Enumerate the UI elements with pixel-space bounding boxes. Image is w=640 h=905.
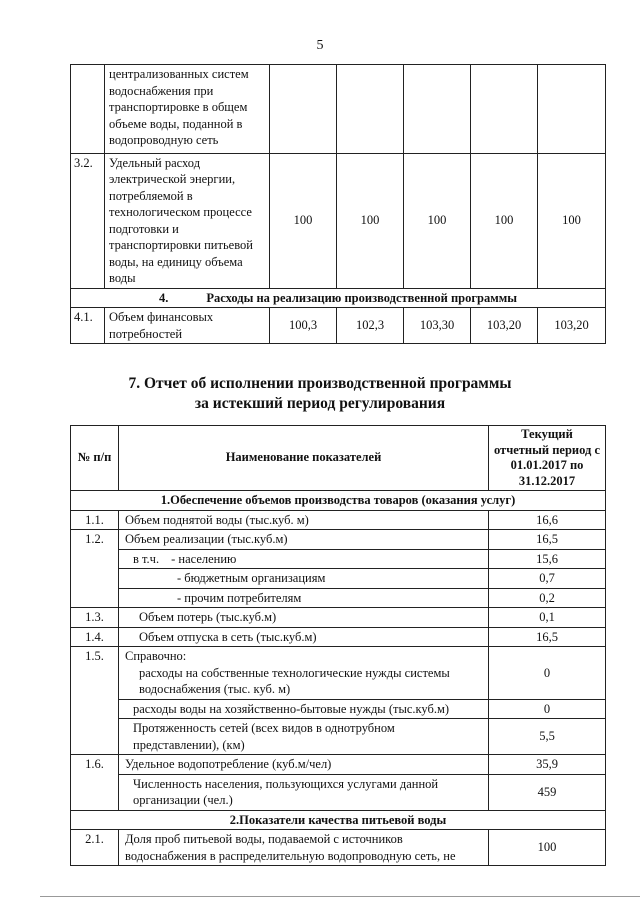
value-cell: 459 [489, 774, 606, 810]
indicator-name: Объем поднятой воды (тыс.куб. м) [119, 510, 489, 530]
value-cell [337, 65, 404, 154]
scan-edge [40, 896, 640, 897]
value-cell: 0,1 [489, 608, 606, 628]
reference-label: Справочно: [125, 649, 187, 663]
row-number: 2.1. [71, 830, 119, 866]
table-row [71, 774, 606, 810]
header-num: № п/п [71, 426, 119, 491]
row-number: 1.4. [71, 627, 119, 647]
table-row [71, 830, 606, 866]
row-number [71, 65, 105, 154]
table-row [71, 699, 606, 719]
title-line-1: 7. Отчет об исполнении производственной программы [128, 375, 512, 392]
value-cell: 103,30 [404, 308, 471, 344]
sub-label: - населению [171, 551, 237, 566]
row-number: 1.3. [71, 608, 119, 628]
indicator-name: Удельный расход электрической энергии, потребляемой в технологическом процессе подготовки и транспортировки питьевой воды, на единицу объема воды [105, 153, 270, 288]
report-table [70, 425, 606, 866]
table-row [71, 65, 606, 154]
table-row [71, 510, 606, 530]
value-cell: 0,7 [489, 569, 606, 589]
value-cell [270, 65, 337, 154]
value-cell: 35,9 [489, 755, 606, 775]
indicator-name: Доля проб питьевой воды, подаваемой с источников водоснабжения в распределительную водопроводную сеть, не [119, 830, 489, 866]
indicator-name [119, 549, 489, 569]
title-line-2: за истекший период регулирования [194, 395, 446, 412]
indicator-name: Протяженность сетей (всех видов в однотрубном представлении), (км) [119, 719, 489, 755]
value-cell: 16,6 [489, 510, 606, 530]
indicator-name: - прочим потребителям [119, 588, 489, 608]
indicators-table-continued [70, 64, 606, 344]
value-cell: 0,2 [489, 588, 606, 608]
row-number: 1.1. [71, 510, 119, 530]
indicator-name: Численность населения, пользующихся услугами данной организации (чел.) [119, 774, 489, 810]
section-header: 1.Обеспечение объемов производства товаров (оказания услуг) [71, 491, 606, 511]
table-row [71, 569, 606, 589]
indicator-name: Объем потерь (тыс.куб.м) [119, 608, 489, 628]
indicator-name: - бюджетным организациям [119, 569, 489, 589]
value-cell: 0 [489, 647, 606, 700]
indicator-name: расходы воды на хозяйственно-бытовые нужды (тыс.куб.м) [119, 699, 489, 719]
value-cell: 5,5 [489, 719, 606, 755]
table-row [71, 588, 606, 608]
reference-sub: расходы на собственные технологические нужды системы водоснабжения (тыс. куб. м) [139, 665, 450, 696]
table-row [71, 719, 606, 755]
value-cell: 100 [404, 153, 471, 288]
indicator-name: Объем отпуска в сеть (тыс.куб.м) [119, 627, 489, 647]
value-cell: 100,3 [270, 308, 337, 344]
value-cell: 102,3 [337, 308, 404, 344]
section-row [71, 288, 606, 308]
section-header: 2.Показатели качества питьевой воды [71, 810, 606, 830]
page-number: 5 [316, 38, 324, 53]
value-cell: 100 [489, 830, 606, 866]
table-row [71, 627, 606, 647]
value-cell: 100 [337, 153, 404, 288]
section-row [71, 491, 606, 511]
section-title [0, 374, 640, 414]
value-cell: 103,20 [471, 308, 538, 344]
row-number: 3.2. [71, 153, 105, 288]
value-cell: 100 [270, 153, 337, 288]
header-name: Наименование показателей [119, 426, 489, 491]
value-cell: 103,20 [538, 308, 606, 344]
table-row [71, 755, 606, 775]
section-number: 4. [158, 290, 169, 305]
value-cell [404, 65, 471, 154]
indicator-name: Объем финансовых потребностей [105, 308, 270, 344]
section-header [71, 288, 606, 308]
table-row [71, 308, 606, 344]
table-row [71, 608, 606, 628]
value-cell [471, 65, 538, 154]
indicator-name: Удельное водопотребление (куб.м/чел) [119, 755, 489, 775]
section-label: Расходы на реализацию производственной программы [206, 290, 518, 305]
value-cell: 100 [538, 153, 606, 288]
row-number: 1.6. [71, 755, 119, 811]
indicator-name: Объем реализации (тыс.куб.м) [119, 530, 489, 550]
row-number: 4.1. [71, 308, 105, 344]
row-number: 1.2. [71, 530, 119, 608]
value-cell: 100 [471, 153, 538, 288]
value-cell: 16,5 [489, 530, 606, 550]
indicator-name: централизованных систем водоснабжения при транспортировке в общем объеме воды, поданной в водопроводную сеть [105, 65, 270, 154]
table-row [71, 530, 606, 550]
header-period: Текущий отчетный период с 01.01.2017 по 31.12.2017 [489, 426, 606, 491]
value-cell: 0 [489, 699, 606, 719]
prefix-label: в т.ч. [133, 551, 160, 566]
table-row [71, 153, 606, 288]
table-row [71, 549, 606, 569]
indicator-name [119, 647, 489, 700]
section-row [71, 810, 606, 830]
row-number: 1.5. [71, 647, 119, 755]
value-cell: 16,5 [489, 627, 606, 647]
header-row [71, 426, 606, 491]
value-cell: 15,6 [489, 549, 606, 569]
value-cell [538, 65, 606, 154]
table-row [71, 647, 606, 700]
